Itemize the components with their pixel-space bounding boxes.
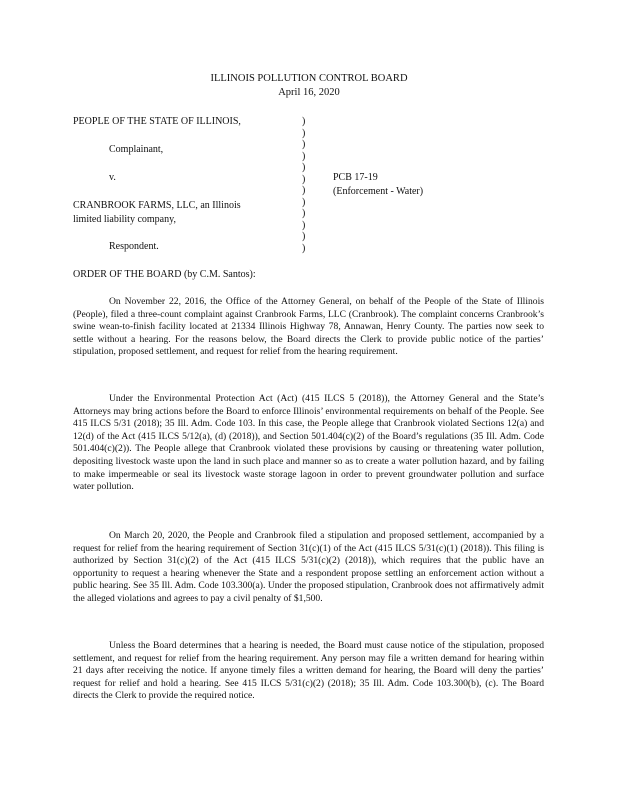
- case-number: PCB 17-19: [333, 172, 378, 183]
- defendant-name: CRANBROOK FARMS, LLC, an Illinois: [73, 200, 241, 211]
- caption-parentheses: ) ) ) ) ) ) ) ) ) ) ) ): [302, 116, 306, 254]
- paragraph-stipulation: On March 20, 2020, the People and Cranbrook filed a stipulation and proposed settlement, accompanied by a request for relief from the hearing requirement of Section 31(c)(1) of the Act (415 ILCS 5/31(c)(1) (2018)). This filing is authorized by Section 31(c)(2) of the Act (415 ILCS 5/31(c)(2) (2018)), which requires that the public have an opportunity to request a hearing whenever the State and a respondent propose settling an enforcement action without a public hearing. See 35 Ill. Adm. Code 103.300(a). Under the proposed stipulation, Cranbrook does not affirmatively admit the alleged violations and agrees to pay a civil penalty of $1,500.: [73, 530, 544, 604]
- respondent-label: Respondent.: [109, 241, 159, 252]
- case-type: (Enforcement - Water): [333, 186, 424, 197]
- plaintiff-name: PEOPLE OF THE STATE OF ILLINOIS,: [73, 116, 241, 127]
- paragraph-complaint: On November 22, 2016, the Office of the Attorney General, on behalf of the People of the State of Illinois (People), filed a three-count complaint against Cranbrook Farms, LLC (Cranbrook). The complaint concerns Cranbrook’s swine wean-to-finish facility located at 21334 Illinois Highway 78, Annawan, Henry County. The parties now seek to settle without a hearing. For the reasons below, the Board directs the Clerk to provide public notice of the parties’ stipulation, proposed settlement, and request for relief from the hearing requirement.: [73, 296, 544, 358]
- complainant-label: Complainant,: [109, 144, 164, 155]
- versus-label: v.: [109, 172, 116, 183]
- paragraph-notice: Unless the Board determines that a hearing is needed, the Board must cause notice of the stipulation, proposed settlement, and request for relief from the hearing requirement. Any person may file a written demand for hearing within 21 days after receiving the notice. If anyone timely files a written demand for hearing, the Board will deny the parties’ request for relief and hold a hearing. See 415 ILCS 5/31(c)(2) (2018); 35 Ill. Adm. Code 103.300(b), (c). The Board directs the Clerk to provide the required notice.: [73, 640, 544, 702]
- order-heading: ORDER OF THE BOARD (by C.M. Santos):: [73, 269, 256, 280]
- board-name: ILLINOIS POLLUTION CONTROL BOARD: [210, 73, 408, 84]
- paragraph-allegations: Under the Environmental Protection Act (Act) (415 ILCS 5 (2018)), the Attorney General and the State’s Attorneys may bring actions before the Board to enforce Illinois’ environmental requirements on behalf of the People. See 415 ILCS 5/31 (2018); 35 Ill. Adm. Code 103. In this case, the People allege that Cranbrook violated Sections 12(a) and 12(d) of the Act (415 ILCS 5/12(a), (d) (2018)), and Section 501.404(c)(2) of the Board’s regulations (35 Ill. Adm. Code 501.404(c)(2)). The People allege that Cranbrook violated these provisions by causing or threatening water pollution, depositing livestock waste upon the land in such place and manner so as to create a water pollution hazard, and by failing to make impermeable or seal its livestock waste storage lagoon in order to prevent groundwater pollution and surface water pollution.: [73, 393, 544, 493]
- defendant-description: limited liability company,: [73, 214, 176, 225]
- order-date: April 16, 2020: [278, 87, 340, 98]
